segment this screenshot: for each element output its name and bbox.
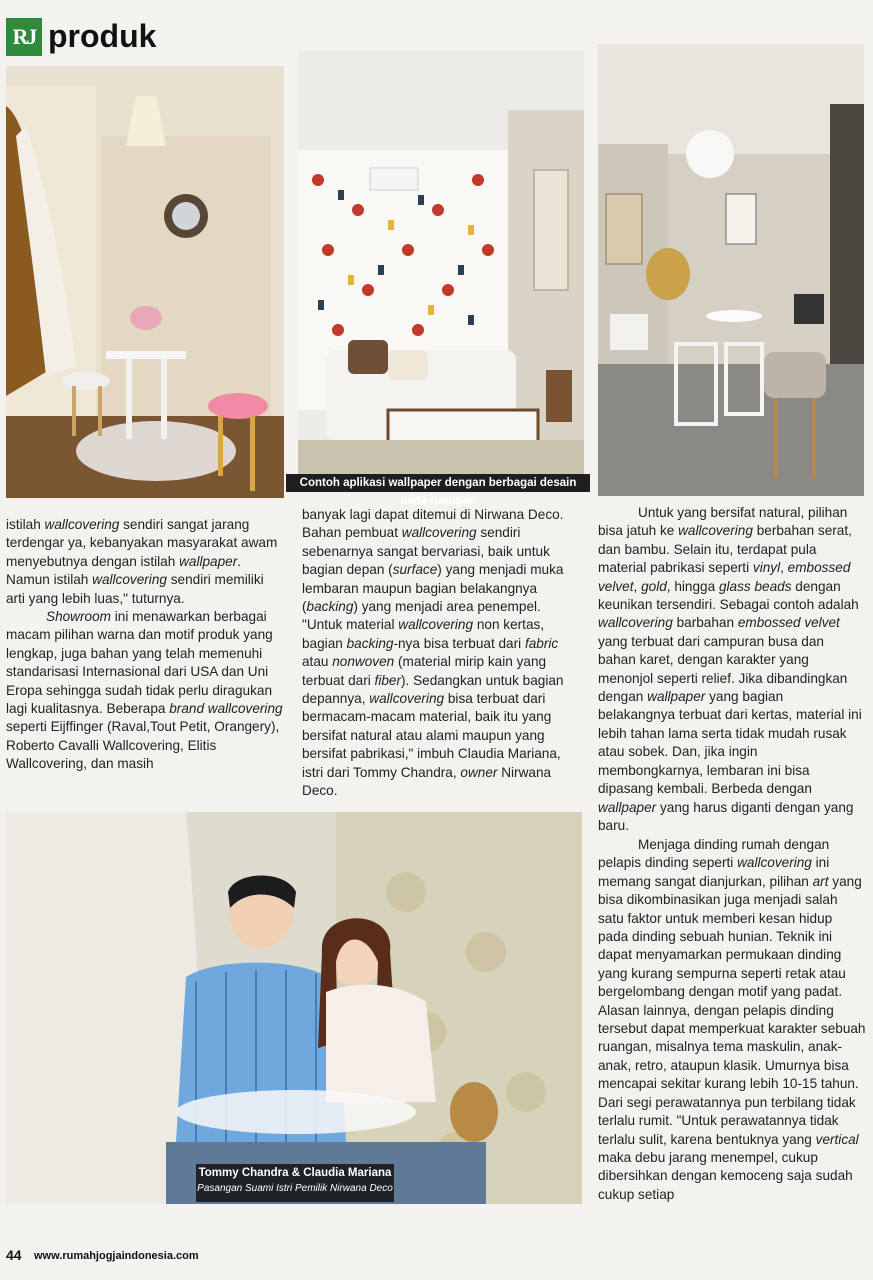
caption-subtitle: Pasangan Suami Istri Pemilik Nirwana Deco xyxy=(197,1183,393,1194)
photo-caption-owners xyxy=(196,1164,394,1202)
article-column-2 xyxy=(302,506,584,801)
photo-room-dining-nook xyxy=(598,44,864,496)
website-url: www.rumahjogjaindonesia.com xyxy=(34,1250,199,1262)
caption-names: Tommy Chandra & Claudia Mariana xyxy=(198,1167,392,1179)
article-column-3-lower xyxy=(598,836,866,1204)
article-paragraph: Menjaga dinding rumah dengan pelapis dinding seperti wallcovering ini memang sangat dianjurkan, pilihan art yang bisa dikombinasikan juga menjadi salah satu faktor untuk memberi kesan hidup pada dinding sebuah hunian. Teknik ini dapat menyamarkan permukaan dinding yang kurang sempurna seperti retak atau bergelombang dengan motif yang padat. Alasan lainnya, dengan pelapis dinding tersebut dapat memperkuat karakter sebuah ruangan, misalnya tema maskulin, anak-anak, retro, ataupun klasik. Umurnya bisa mencapai sekitar kurang lebih 10-15 tahun. Dari segi perawatannya pun terbilang tidak terlalu rumit. "Untuk perawatannya tidak terlalu sulit, karena bentuknya yang vertical maka debu jarang menempel, cukup dibersihkan dengan kemoceng saja sudah cukup setiap xyxy=(598,837,866,1202)
article-paragraph: Showroom ini menawarkan berbagai macam pilihan warna dan motif produk yang lengkap, juga bahan yang telah memenuhi standarisasi Internasional dari USA dan Uni Eropa sehingga sudah tidak perlu diragukan lagi kualitasnya. Beberapa brand wallcovering seperti Eijffinger (Raval,Tout Petit, Orangery), Roberto Cavalli Wallcovering, Elitis Wallcovering, dan masih xyxy=(6,609,283,772)
article-column-1 xyxy=(6,516,284,774)
section-title: produk xyxy=(48,18,157,54)
photo-room-pink-stool xyxy=(6,66,284,498)
article-column-3 xyxy=(598,504,864,835)
article-paragraph: istilah wallcovering sendiri sangat jarang terdengar ya, kebanyakan masyarakat awam menyebutnya dengan istilah wallpaper. Namun istilah wallcovering sendiri memiliki arti yang lebih luas," tuturnya. xyxy=(6,517,278,606)
page-number: 44 xyxy=(6,1247,22,1263)
photo-room-patterned-wallpaper xyxy=(298,50,584,490)
article-paragraph: banyak lagi dapat ditemui di Nirwana Deco. Bahan pembuat wallcovering sendiri sebenarnya sangat bervariasi, baik untuk bagian depan (surface) yang menjadi muka lembaran maupun bagian belakangnya (backing) yang menjadi area penempel. "Untuk material wallcovering non kertas, bagian backing-nya bisa terbuat dari fabric atau nonwoven (material mirip kain yang terbuat dari fiber). Sedangkan untuk bagian depannya, wallcovering bisa terbuat dari bermacam-macam material, baik itu yang bersifat natural atau alami maupun yang bersifat pabrikasi," imbuh Claudia Mariana, istri dari Tommy Chandra, owner Nirwana Deco. xyxy=(302,507,564,799)
photo-caption: Contoh aplikasi wallpaper dengan berbagai desain pada ruangan xyxy=(286,474,590,492)
magazine-logo: RJ xyxy=(6,18,42,56)
photo-owners xyxy=(6,812,582,1204)
article-paragraph: Untuk yang bersifat natural, pilihan bisa jatuh ke wallcovering berbahan serat, dan bambu. Selain itu, terdapat pula material pabrikasi seperti vinyl, embossed velvet, gold, hingga glass beads dengan keunikan tersendiri. Sebagai contoh adalah wallcovering barbahan embossed velvet yang terbuat dari campuran busa dan bahan karet, dengan karakter yang menonjol seperti relief. Jika dibandingkan dengan wallpaper yang bagian belakangnya terbuat dari kertas, material ini lebih tahan lama serta tidak mudah rusak atau sobek. Dan, jika ingin membongkarnya, lembaran ini bisa dipasang kembali. Berbeda dengan wallpaper yang harus diganti dengan yang baru. xyxy=(598,505,862,833)
